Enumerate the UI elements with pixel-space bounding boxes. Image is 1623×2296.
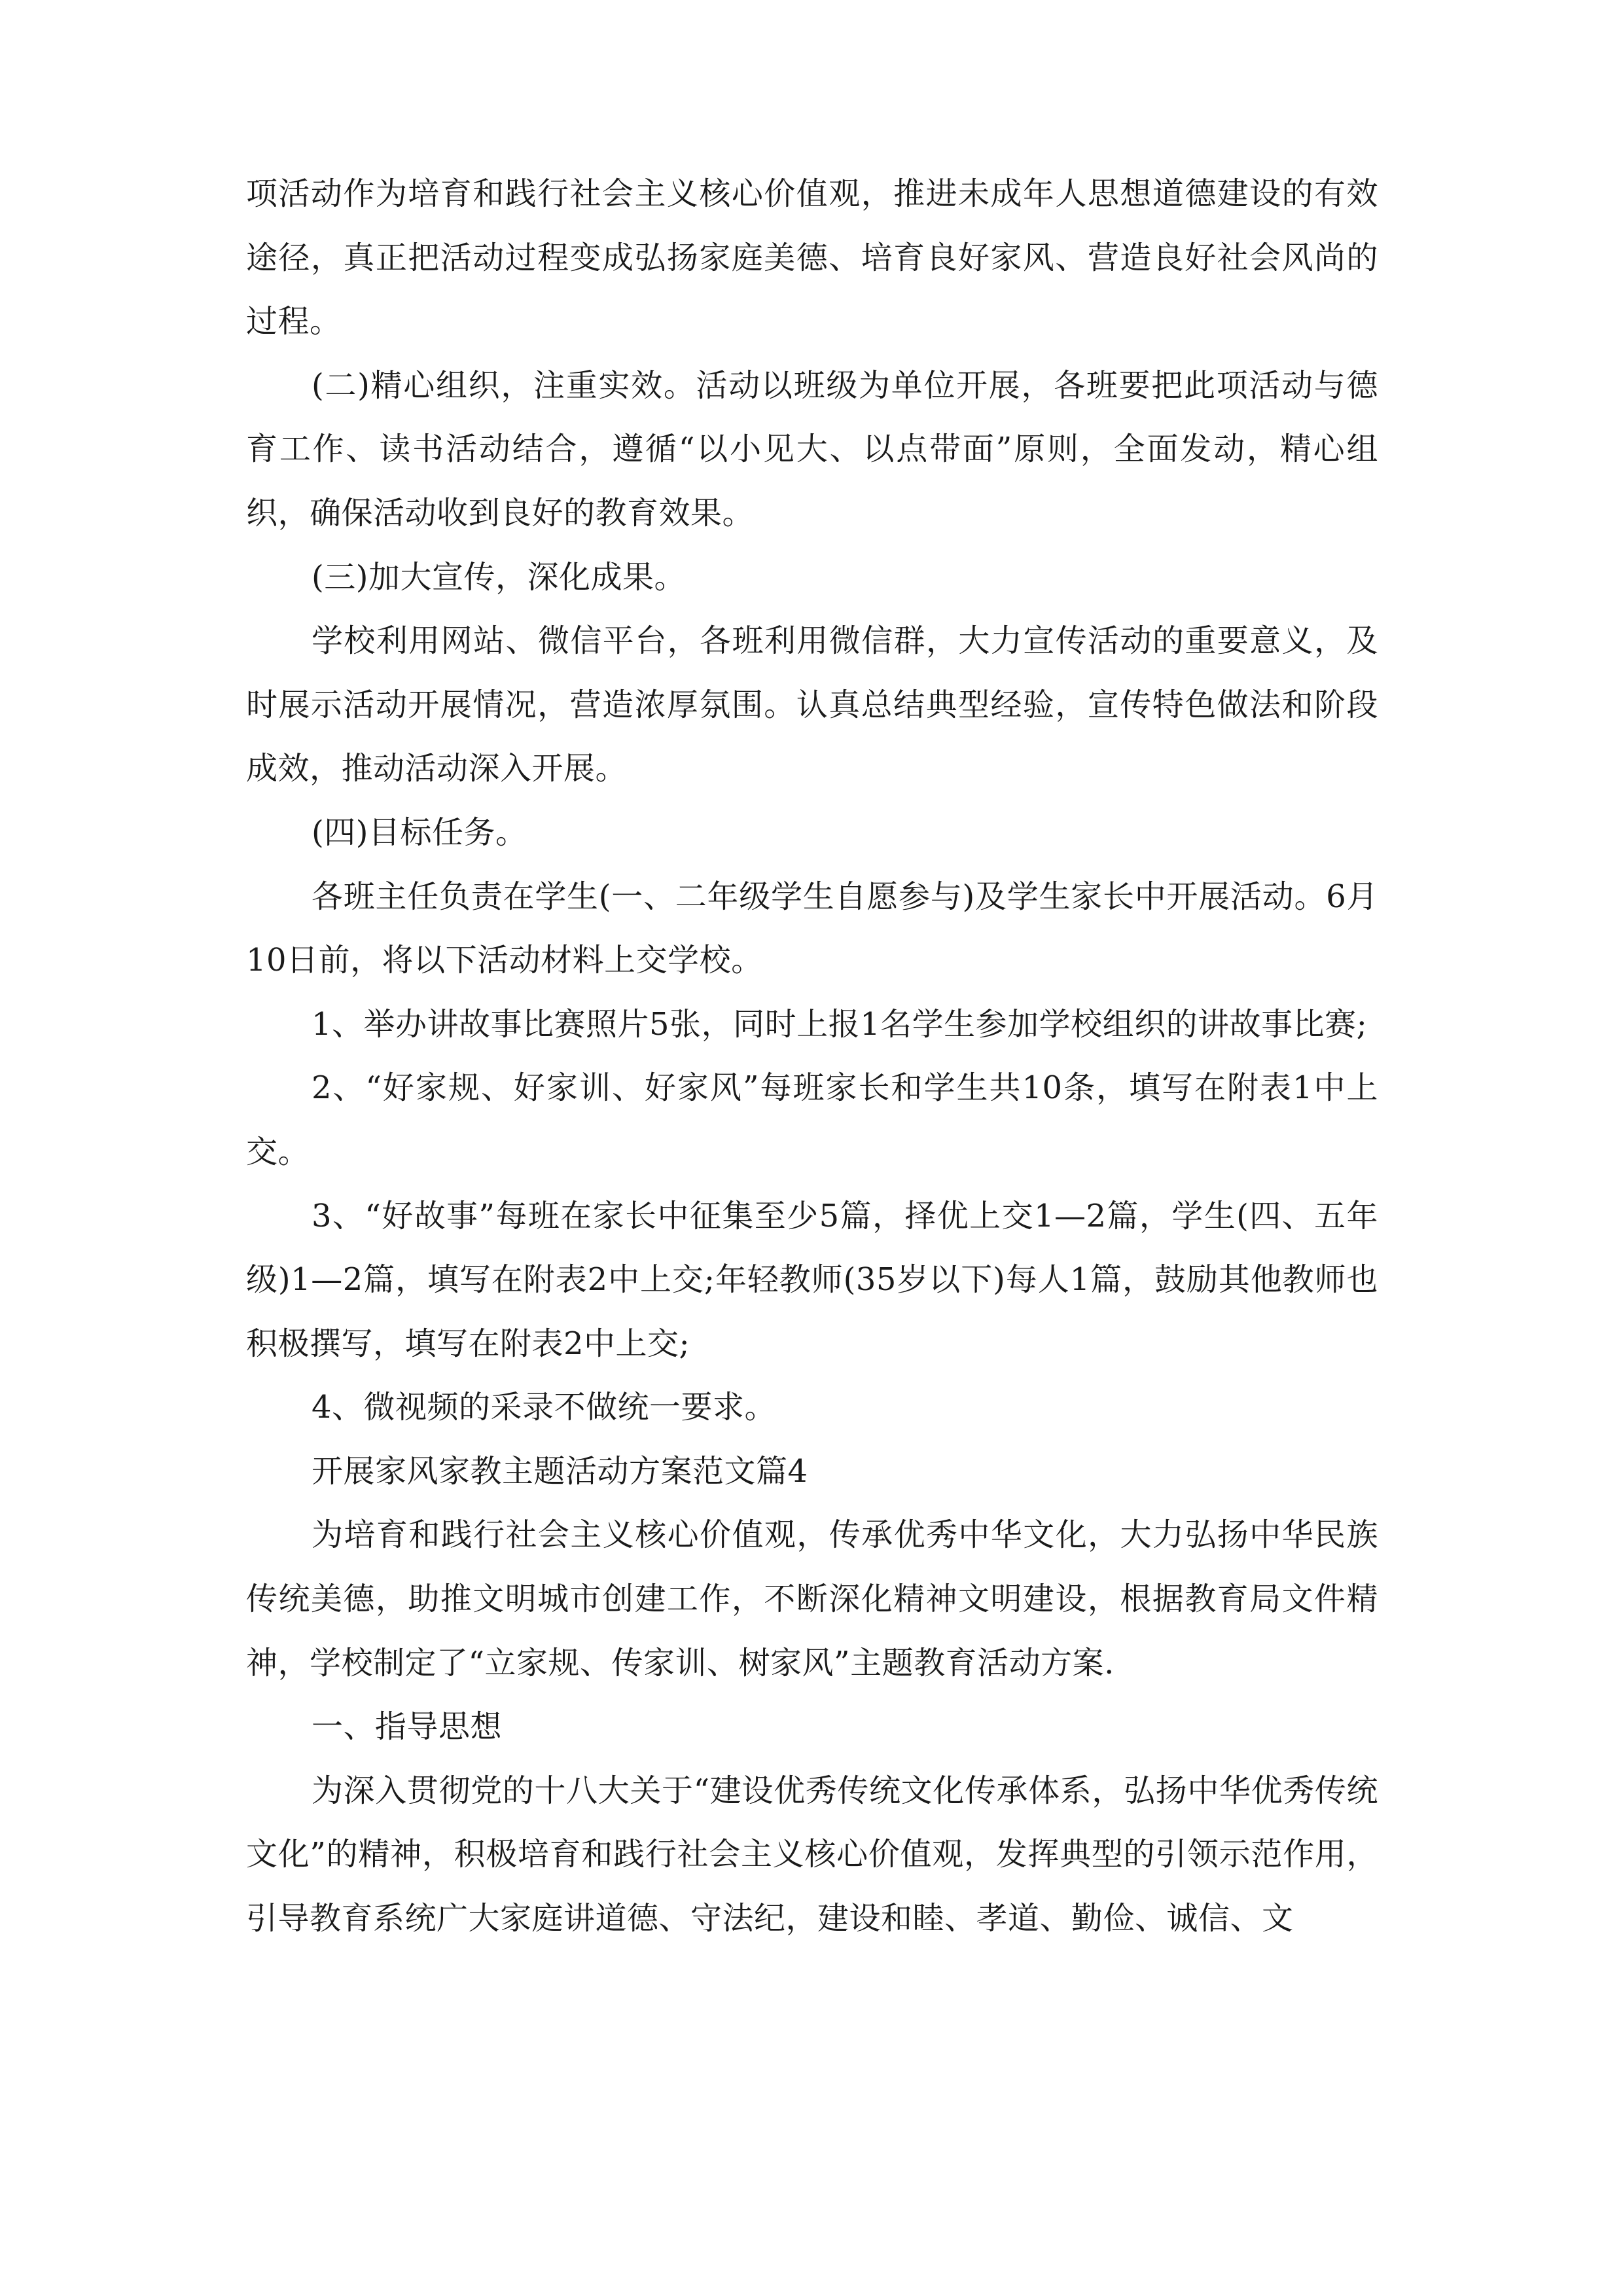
paragraph-publicity: 学校利用网站、微信平台，各班利用微信群，大力宣传活动的重要意义，及时展示活动开展情况，营造浓厚氛围。认真总结典型经验，宣传特色做法和阶段成效，推动活动深入开展。 [246,622,1378,787]
document-body [246,162,1378,1951]
paragraph-article-intro: 为培育和践行社会主义核心价值观，传承优秀中华文化，大力弘扬中华民族传统美德，助推文明城市创建工作，不断深化精神文明建设，根据教育局文件精神，学校制定了“立家规、传家训、树家风”主题教育活动方案. [246,1516,1378,1681]
paragraph-task-intro: 各班主任负责在学生(一、二年级学生自愿参与)及学生家长中开展活动。6月10日前，将以下活动材料上交学校。 [246,878,1378,979]
paragraph-task-item-3: 3、“好故事”每班在家长中征集至少5篇，择优上交1—2篇，学生(四、五年级)1—2篇，填写在附表2中上交;年轻教师(35岁以下)每人1篇，鼓励其他教师也积极撰写，填写在附表2中上交; [246,1197,1378,1362]
paragraph-task-item-4: 4、微视频的采录不做统一要求。 [312,1389,777,1426]
article-title-4: 开展家风家教主题活动方案范文篇4 [312,1452,808,1490]
paragraph-continuation: 项活动作为培育和践行社会主义核心价值观，推进未成年人思想道德建设的有效途径，真正把活动过程变成弘扬家庭美德、培育良好家风、营造良好社会风尚的过程。 [246,175,1378,340]
paragraph-task-item-1: 1、举办讲故事比赛照片5张，同时上报1名学生参加学校组织的讲故事比赛; [312,1005,1368,1043]
paragraph-section-2: (二)精心组织，注重实效。活动以班级为单位开展，各班要把此项活动与德育工作、读书活动结合，遵循“以小见大、以点带面”原则，全面发动，精心组织，确保活动收到良好的教育效果。 [246,367,1378,531]
paragraph-section-3-heading: (三)加大宣传，深化成果。 [312,558,686,596]
heading-guiding-ideology: 一、指导思想 [312,1708,503,1746]
paragraph-guiding-ideology: 为深入贯彻党的十八大关于“建设优秀传统文化传承体系，弘扬中华优秀传统文化”的精神，积极培育和践行社会主义核心价值观，发挥典型的引领示范作用，引导教育系统广大家庭讲道德、守法纪，建设和睦、孝道、勤俭、诚信、文 [246,1772,1378,1937]
paragraph-section-4-heading: (四)目标任务。 [312,814,527,851]
paragraph-task-item-2: 2、“好家规、好家训、好家风”每班家长和学生共10条，填写在附表1中上交。 [246,1069,1378,1170]
